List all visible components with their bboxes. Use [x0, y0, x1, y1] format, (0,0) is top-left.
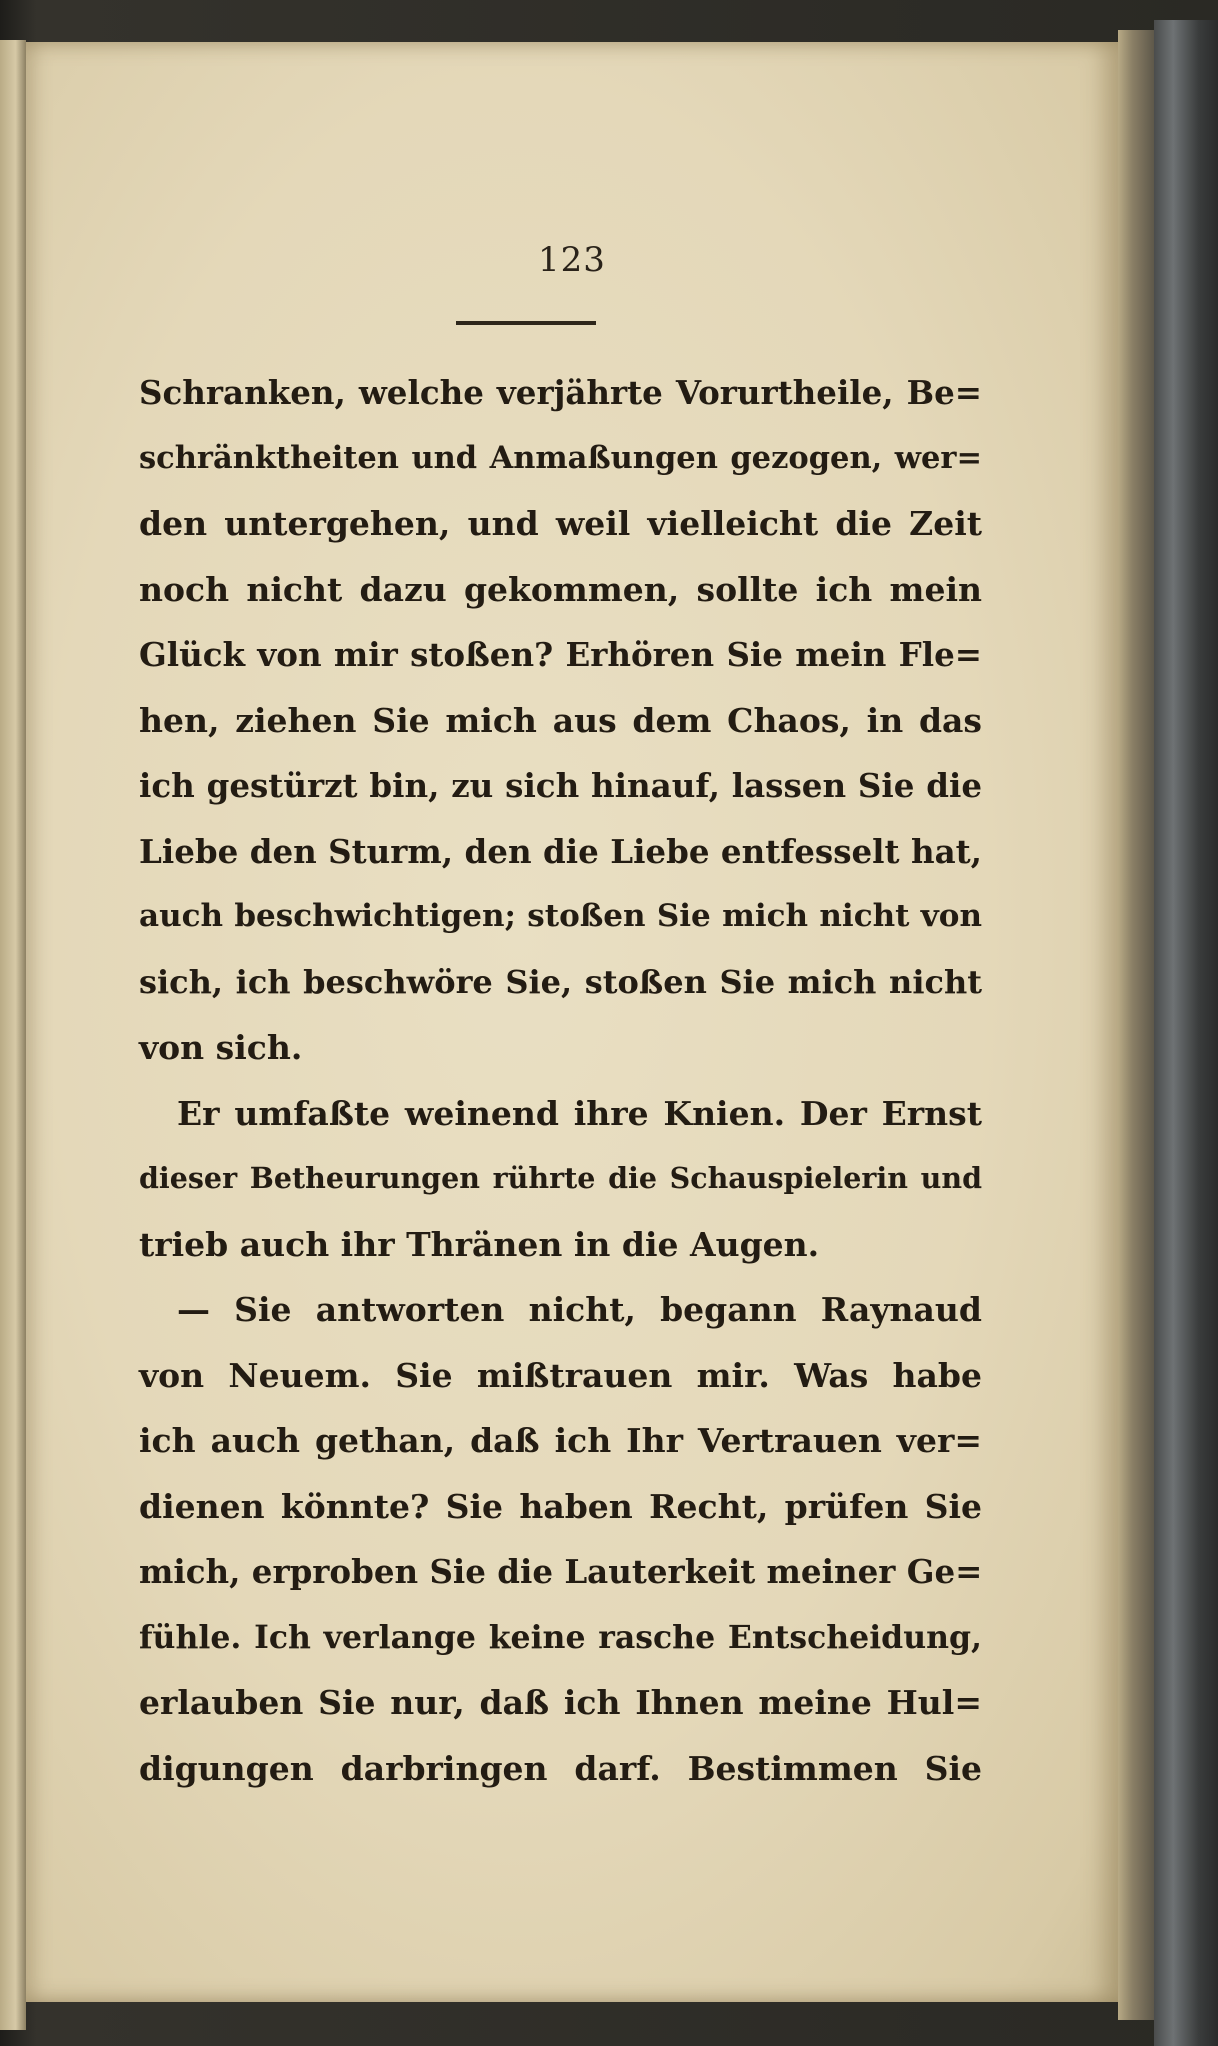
text-line: Liebe den Sturm, den die Liebe entfesselt hat,	[139, 831, 982, 871]
body-text	[139, 360, 982, 1801]
book-page	[26, 42, 1118, 2002]
page-number: 123	[538, 240, 606, 280]
book-cover-edge	[1154, 20, 1218, 2046]
text-line: trieb auch ihr Thränen in die Augen.	[139, 1224, 820, 1264]
text-line: fühle. Ich verlange keine rasche Entscheidung,	[139, 1618, 982, 1656]
text-line: sich, ich beschwöre Sie, stoßen Sie mich nicht	[139, 962, 982, 1001]
text-line: dienen könnte? Sie haben Recht, prüfen Sie	[139, 1486, 982, 1526]
text-line: Schranken, welche verjährte Vorurtheile, Be=	[139, 373, 982, 412]
text-line: erlauben Sie nur, daß ich Ihnen meine Hul=	[139, 1683, 982, 1722]
text-line: — Sie antworten nicht, begann Raynaud	[177, 1290, 982, 1329]
text-line: ich auch gethan, daß ich Ihr Vertrauen ver=	[139, 1421, 982, 1460]
text-line: von Neuem. Sie mißtrauen mir. Was habe	[139, 1355, 982, 1395]
text-line: Er umfaßte weinend ihre Knien. Der Ernst	[177, 1093, 982, 1133]
text-line: schränktheiten und Anmaßungen gezogen, wer=	[139, 439, 982, 476]
text-line: von sich.	[139, 1028, 303, 1067]
text-line: den untergehen, und weil vielleicht die Zeit	[139, 504, 982, 543]
text-line: mich, erproben Sie die Lauterkeit meiner Ge=	[139, 1552, 983, 1591]
header-rule	[456, 321, 596, 325]
page-stack-edge	[1118, 30, 1154, 2020]
facing-page-edge	[0, 40, 26, 2030]
text-line: auch beschwichtigen; stoßen Sie mich nicht von	[139, 898, 982, 934]
text-line: hen, ziehen Sie mich aus dem Chaos, in das	[139, 700, 982, 740]
text-line: ich gestürzt bin, zu sich hinauf, lassen Sie die	[139, 766, 982, 805]
text-line: digungen darbringen darf. Bestimmen Sie	[139, 1748, 982, 1788]
text-line: dieser Betheurungen rührte die Schauspielerin und	[139, 1161, 982, 1195]
text-line: Glück von mir stoßen? Erhören Sie mein Fle=	[139, 635, 982, 674]
text-line: noch nicht dazu gekommen, sollte ich mein	[139, 569, 982, 609]
